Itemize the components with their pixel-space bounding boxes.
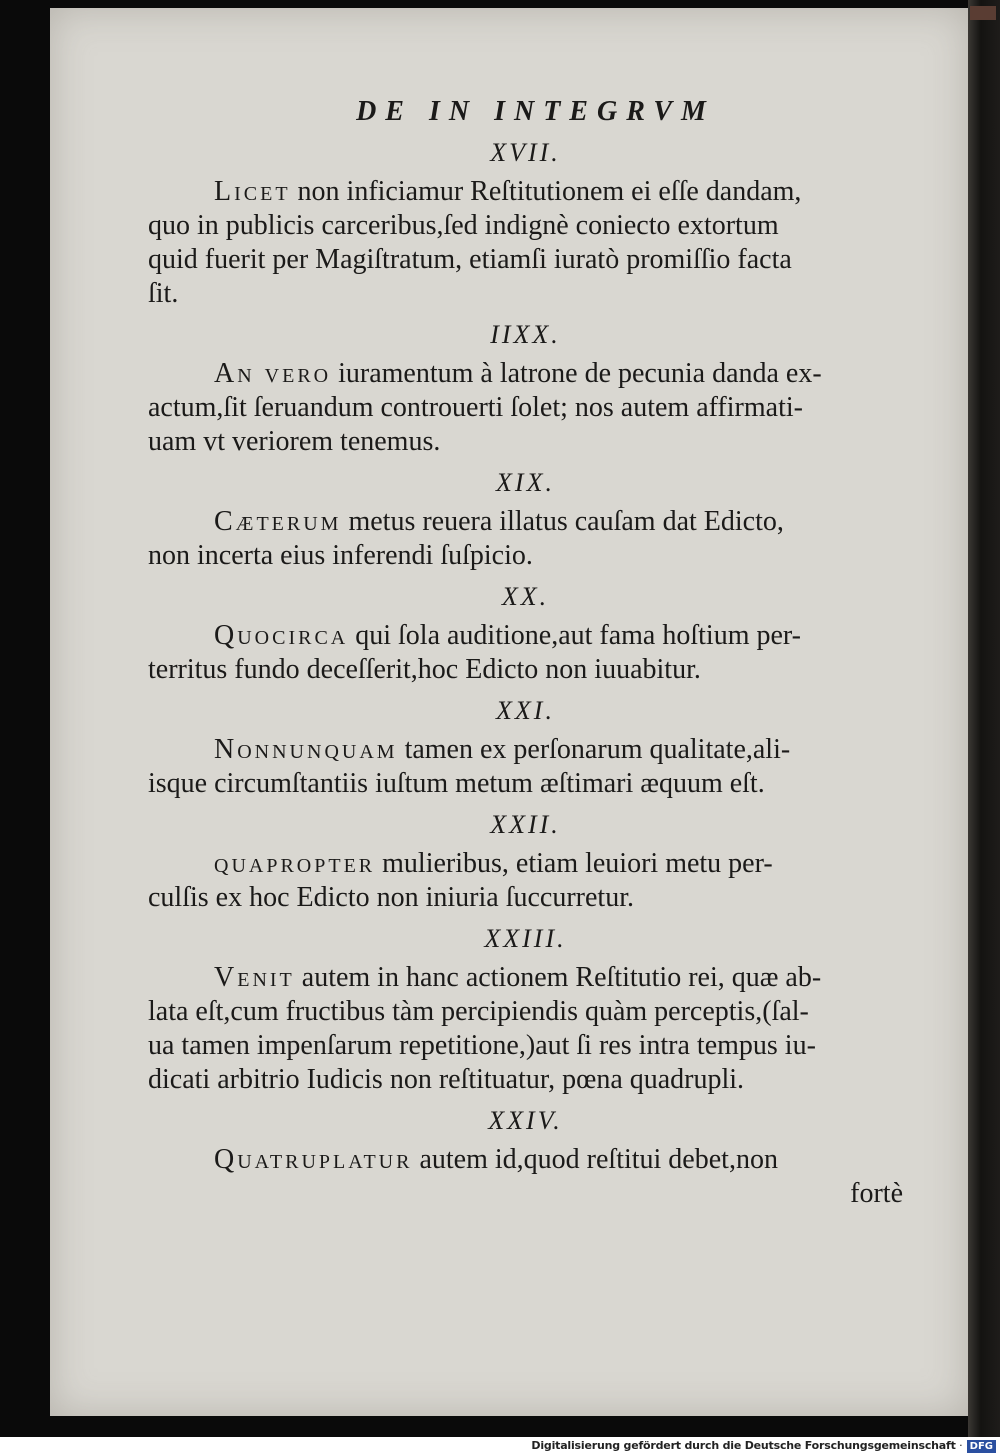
text-line: lata eſt,cum fructibus tàm percipiendis quàm perceptis,(ſal- (148, 996, 809, 1027)
running-header: DE IN INTEGRVM (356, 96, 715, 127)
text-line: actum,ſit ſeruandum controuerti ſolet; nos autem affirmati- (148, 392, 803, 423)
section-text (148, 733, 903, 801)
section-iixx (148, 319, 903, 459)
text-run: qui ſola auditione,aut fama hoſtium per- (348, 620, 801, 651)
text-line: dicati arbitrio Iudicis non reſtituatur, pœna quadrupli. (148, 1064, 745, 1095)
text-run: iuramentum à latrone de pecunia danda ex- (331, 358, 822, 389)
lead-word: quapropter (214, 848, 376, 879)
section-number: XX. (501, 582, 550, 611)
text-line: non incerta eius inferendi ſuſpicio. (148, 540, 533, 571)
lead-word: Quocirca (214, 620, 349, 651)
section-xxiii (148, 923, 903, 1097)
book-gutter (968, 0, 1000, 1437)
lead-word: Cæterum (214, 506, 342, 537)
section-text (148, 847, 903, 915)
section-number: XXII. (490, 810, 561, 839)
text-run: mulieribus, etiam leuiori metu per- (375, 848, 773, 879)
section-number: XIX. (496, 468, 555, 497)
text-line: isque circumſtantiis iuſtum metum æſtimari æquum eſt. (148, 768, 765, 799)
text-run: metus reuera illatus cauſam dat Edicto, (341, 506, 784, 537)
section-xvii (148, 137, 903, 311)
section-xix (148, 467, 903, 573)
catchword: fortè (850, 1178, 903, 1209)
section-text (148, 357, 903, 459)
text-line: quo in publicis carceribus,ſed indignè coniecto extortum (148, 210, 779, 241)
section-text (148, 619, 903, 687)
text-run: tamen ex perſonarum qualitate,ali- (397, 734, 791, 765)
lead-word: Venit (214, 962, 295, 993)
section-xx (148, 581, 903, 687)
section-xxiv (148, 1105, 903, 1177)
section-number: XVII. (490, 138, 561, 167)
text-line: territus fundo deceſſerit,hoc Edicto non iuuabitur. (148, 654, 701, 685)
text-line (148, 1143, 903, 1177)
page-text (148, 95, 903, 1211)
section-text (148, 505, 903, 573)
section-text (148, 961, 903, 1097)
text-run: autem in hanc actionem Reſtitutio rei, quæ ab- (294, 962, 822, 993)
text-run: non inficiamur Reſtitutionem ei eſſe dandam, (290, 176, 802, 207)
footer-separator: · (959, 1439, 963, 1452)
funding-credit: Digitalisierung gefördert durch die Deutsche Forschungsgemeinschaft (531, 1439, 956, 1452)
footer-bar (0, 1437, 1000, 1454)
section-xxii (148, 809, 903, 915)
text-run: autem id,quod reſtitui debet,non (412, 1144, 778, 1175)
text-line (148, 357, 903, 391)
section-number: XXI. (496, 696, 555, 725)
bookmark-tab (970, 6, 996, 20)
dfg-logo: DFG (967, 1440, 996, 1453)
text-line (148, 619, 903, 653)
text-line (148, 961, 903, 995)
text-line: uam vt veriorem tenemus. (148, 426, 441, 457)
text-line (148, 733, 903, 767)
lead-word: Quatruplatur (214, 1144, 413, 1175)
text-line: quid fuerit per Magiſtratum, etiamſi iuratò promiſſio facta (148, 244, 792, 275)
section-text (148, 175, 903, 311)
section-number: XXIV. (488, 1106, 563, 1135)
lead-word: Licet (214, 176, 291, 207)
text-line: ua tamen impenſarum repetitione,)aut ſi res intra tempus iu- (148, 1030, 816, 1061)
text-line: culſis ex hoc Edicto non iniuria ſuccurretur. (148, 882, 634, 913)
text-line: ſit. (148, 278, 179, 309)
lead-word: An vero (214, 358, 332, 389)
text-line (148, 847, 903, 881)
section-number: IIXX. (490, 320, 561, 349)
section-number: XXIII. (484, 924, 567, 953)
text-line (148, 175, 903, 209)
lead-word: Nonnunquam (214, 734, 398, 765)
text-line (148, 505, 903, 539)
section-xxi (148, 695, 903, 801)
section-text (148, 1143, 903, 1177)
